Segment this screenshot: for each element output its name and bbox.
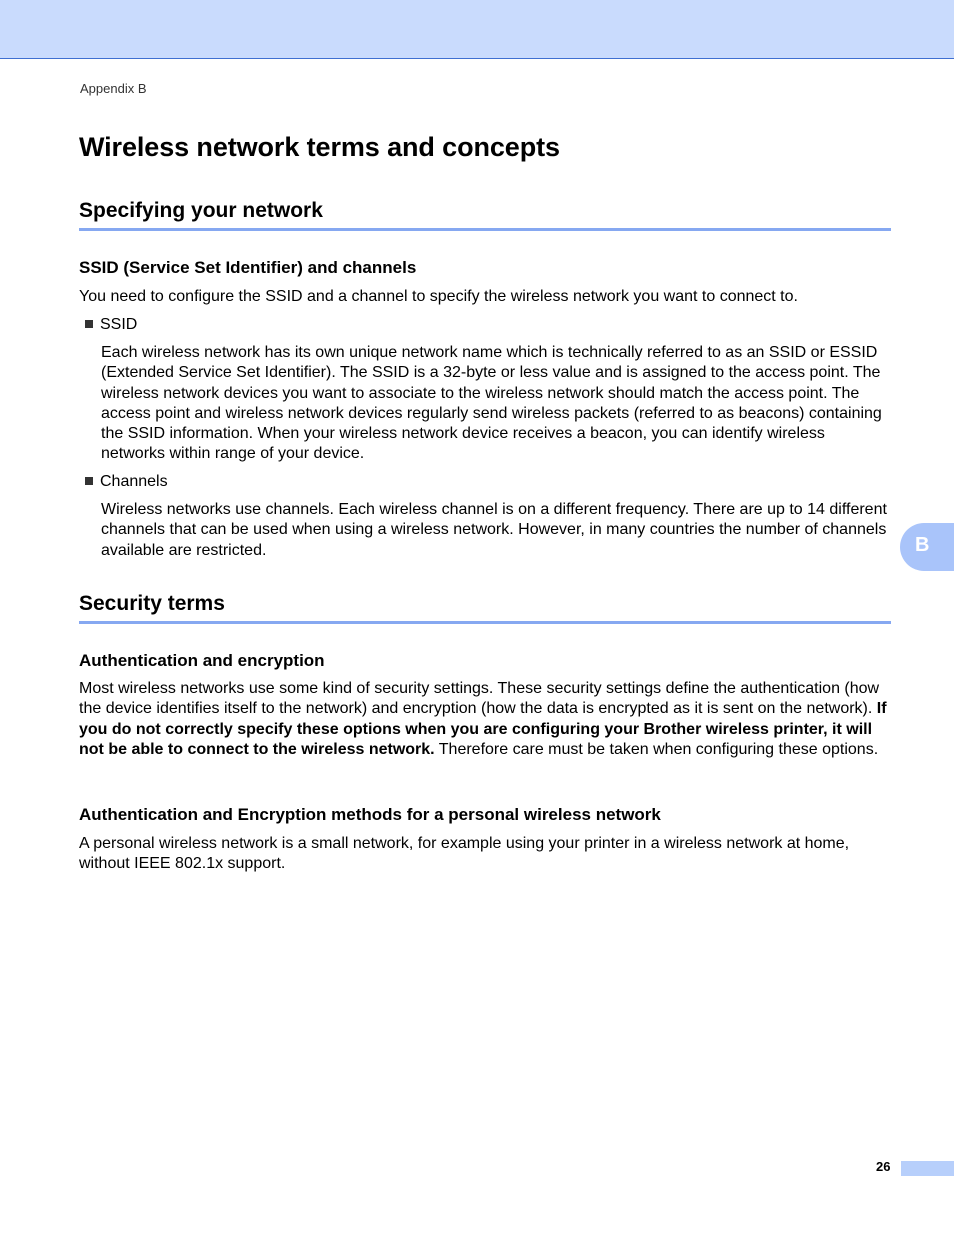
running-header: Appendix B	[80, 81, 147, 96]
security-paragraph	[79, 679, 894, 760]
channels-description: Wireless networks use channels. Each wireless channel is on a different frequency. There are up to 14 different channels that can be used when using a wireless network. However, in many countries the number of channels available are restricted.	[101, 501, 887, 559]
security-text-end: Therefore care must be taken when configuring these options.	[434, 740, 879, 758]
subheading-personal-network-methods: Authentication and Encryption methods for a personal wireless network	[79, 805, 661, 824]
appendix-side-tab	[900, 523, 954, 571]
section-heading-security-terms: Security terms	[79, 592, 225, 615]
side-tab-letter: B	[915, 534, 930, 556]
section-heading-specifying-network: Specifying your network	[79, 199, 323, 222]
bullet-item-channels	[85, 472, 168, 492]
ssid-description: Each wireless network has its own unique network name which is technically referred to as an SSID or ESSID (Extended Service Set Identifier). The SSID is a 32-byte or less value and is assigned to the access point. The wireless network devices you want to associate to the wireless network should match the access point. The access point and wireless network devices regularly send wireless packets (referred to as beacons) containing the SSID information. When your wireless network device receives a beacon, you can identify wireless networks within range of your device.	[101, 344, 882, 463]
square-bullet-icon	[85, 477, 93, 485]
intro-paragraph: You need to configure the SSID and a channel to specify the wireless network you want to connect to.	[79, 288, 798, 305]
section-rule	[79, 228, 891, 231]
footer-bar	[901, 1161, 954, 1176]
header-band	[0, 0, 954, 59]
bullet-item-ssid	[85, 315, 137, 335]
personal-network-paragraph: A personal wireless network is a small network, for example using your printer in a wireless network at home, without IEEE 802.1x support.	[79, 835, 850, 873]
bullet-label: Channels	[100, 473, 168, 490]
square-bullet-icon	[85, 320, 93, 328]
subheading-authentication-encryption: Authentication and encryption	[79, 651, 325, 670]
page-number: 26	[876, 1159, 891, 1174]
page-title: Wireless network terms and concepts	[79, 132, 560, 162]
bullet-label: SSID	[100, 316, 138, 333]
section-rule	[79, 621, 891, 624]
security-text: Most wireless networks use some kind of security settings. These security settings define the authentication (how the device identifies itself to the network) and encryption (how the data is encrypted as it is sent on the network).	[79, 680, 880, 718]
security-warning: If you do not correctly specify these options when you are configuring your Brother wireless printer, it will not be able to connect to the wireless network.	[79, 700, 887, 758]
subheading-ssid-channels: SSID (Service Set Identifier) and channels	[79, 258, 417, 277]
